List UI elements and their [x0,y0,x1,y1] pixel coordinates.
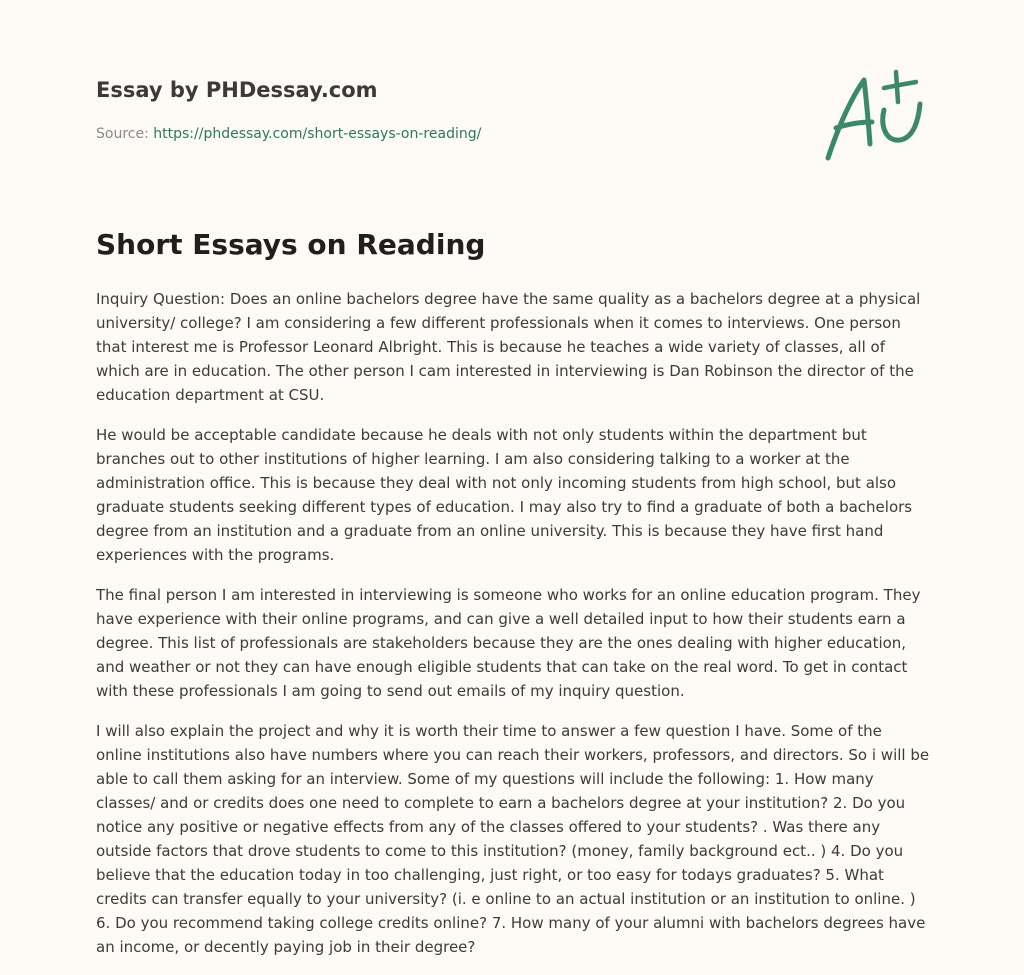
source-label: Source: [96,126,154,142]
essay-paragraph: The final person I am interested in interviewing is someone who works for an online education program. They have experience with their online programs, and can give a well detailed input to how their students earn a degree. This list of professionals are stakeholders because they are the ones dealing with higher education, and weather or not they can have enough eligible students that can take on the real word. To get in contact with these professionals I am going to send out emails of my inquiry question. [96,586,921,700]
essay-paragraph: I will also explain the project and why it is worth their time to answer a few question I have. Some of the online institutions also have numbers where you can reach their workers, professors, and directors. So i will be able to call them asking for an interview. Some of my questions will include the following: 1. How many classes/ and or credits does one need to complete to earn a bachelors degree at your institution? 2. Do you notice any positive or negative effects from any of the classes offered to your students? . Was there any outside factors that drove students to come to this institution? (money, family background ect.. ) 4. Do you believe that the education today in too challenging, just right, or too easy for todays graduates? 5. What credits can transfer equally to your university? (i. e online to an actual institution or an institution to online. ) 6. Do you recommend taking college credits online? 7. How many of your alumni with bachelors degrees have an income, or decently paying job in their degree? [96,722,930,956]
essay-title: Short Essays on Reading [96,228,486,261]
source-link[interactable]: https://phdessay.com/short-essays-on-reading/ [153,126,482,142]
a-plus-logo-icon [820,66,930,166]
essay-paragraph: He would be acceptable candidate because he deals with not only students within the department but branches out to other institutions of higher learning. I am also considering talking to a worker at the administration office. This is because they deal with not only incoming students from high school, but also graduate students seeking different types of education. I may also try to find a graduate of both a bachelors degree from an institution and a graduate from an online university. This is because they have first hand experiences with the programs. [96,426,913,564]
essay-paragraph: Inquiry Question: Does an online bachelors degree have the same quality as a bachelors degree at a physical university/ college? I am considering a few different professionals when it comes to interviews. One person that interest me is Professor Leonard Albright. This is because he teaches a wide variety of classes, all of which are in education. The other person I cam interested in interviewing is Dan Robinson the director of the education department at CSU. [96,290,921,404]
source-line [96,124,796,144]
essay-content [96,224,932,975]
site-title: Essay by PHDessay.com [96,78,378,102]
page-header [96,76,796,144]
